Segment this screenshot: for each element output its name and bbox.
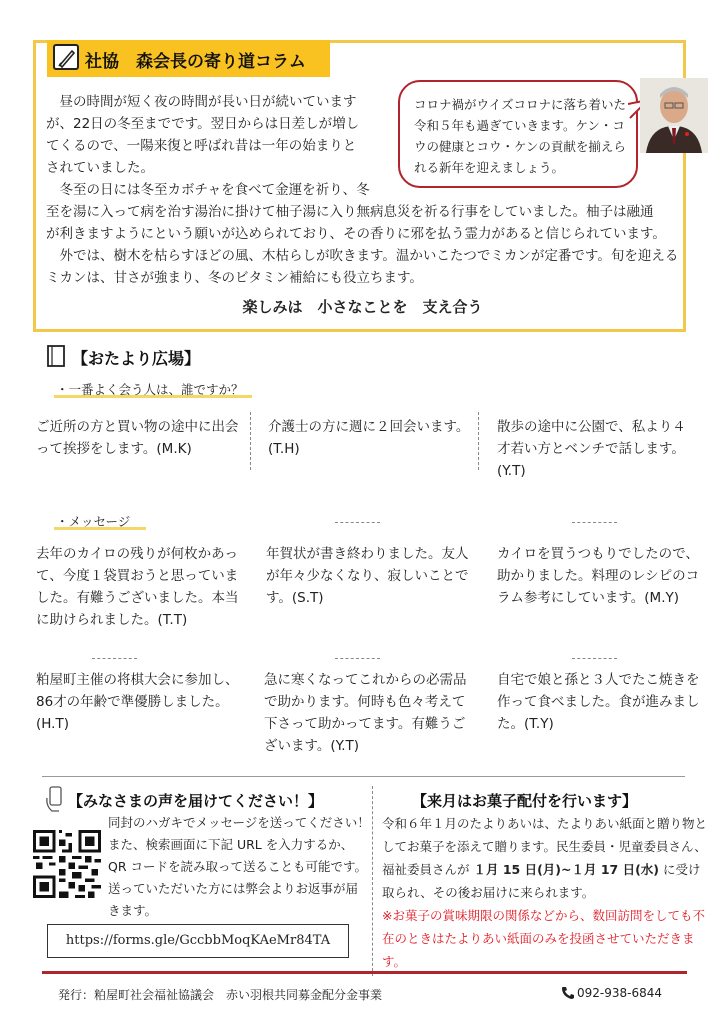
post-divider [250, 412, 251, 470]
speech-bubble [398, 80, 638, 188]
sweets-note: ※お菓子の賞味期限の関係などから、数回訪問をしても不在のときはたよりあい紙面のみを投函させていただきます。 [382, 908, 705, 969]
post-item: 急に寒くなってこれからの必需品で助かります。何時も色々考えて下さって助かってます。有難うございます。(Y.T) [264, 672, 467, 754]
column-text-line: てくるので、一陽来復と呼ばれ昔は一年の始まりと [46, 138, 357, 154]
pen-paper-icon [53, 44, 79, 70]
post-divider [335, 658, 380, 659]
column-text-line: 冬至の日には冬至カボチャを食べて金運を祈り、冬 [46, 182, 370, 198]
column-text-line: されていました。 [46, 160, 154, 176]
post-item: 去年のカイロの残りが何枚かあって、今度１袋買おうと思っていました。有難うございました。本当に助けられました。(T.T) [36, 546, 239, 628]
question-label: ・メッセージ [56, 514, 131, 529]
column-title: 社協 森会長の寄り道コラム [85, 52, 306, 72]
otayori-title: 【おたより広場】 [72, 349, 201, 368]
qr-code[interactable] [33, 830, 101, 898]
post-divider [572, 658, 617, 659]
post-item: カイロを買うつもりでしたので、助かりました。料理のレシピのコラム参考にしています。(M.Y) [497, 546, 700, 606]
footer-publisher: 発行：粕屋町社会福祉協議会 赤い羽根共同募金配分金事業 [58, 988, 383, 1002]
delivery-dates: １月 15 日(月)~１月 17 日(水) [473, 862, 660, 877]
chairman-portrait [640, 78, 708, 153]
sweets-body [382, 812, 712, 904]
sweets-title: 【来月はお菓子配付を行います】 [412, 792, 638, 810]
column-header [47, 40, 330, 77]
speech-bubble-text: コロナ禍がウイズコロナに落ち着いた令和５年も過ぎていきます。ケン・コウの健康とコウ・ケンの貢献を揃えられる新年を迎えましょう。 [414, 97, 627, 175]
section-divider [372, 786, 373, 976]
post-item: 年賀状が書き終わりました。友人が年々少なくなり、寂しいことです。(S.T) [266, 546, 469, 606]
post-divider [478, 412, 479, 470]
footer-phone[interactable]: 092-938-6844 [577, 986, 663, 1000]
column-text-line: が利きますようにという願いが込められており、その香りに邪を払う霊力があると信じられています。 [46, 226, 666, 242]
post-divider [335, 522, 380, 523]
post-item: 散歩の途中に公園で、私より４才若い方とベンチで話します。(Y.T) [497, 419, 686, 479]
voice-title: 【みなさまの声を届けてください！】 [68, 792, 324, 810]
section-divider [42, 776, 685, 777]
footer-bar [42, 971, 687, 974]
post-item: 粕屋町主催の将棋大会に参加し、86才の年齢で準優勝しました。(H.T) [36, 672, 239, 732]
post-divider [92, 658, 137, 659]
notepad-icon [46, 344, 66, 368]
column-text-line: が、22日の冬至までです。翌日からは日差しが増し [46, 116, 360, 132]
post-item: 自宅で娘と孫と３人でたこ焼きを作って食べました。食が進みました。(T.Y) [497, 672, 700, 732]
survey-url[interactable]: https://forms.gle/GccbbMoqKAeMr84TA [47, 924, 349, 958]
question-label: ・一番よく会う人は、誰ですか？ [56, 382, 244, 397]
post-divider [572, 522, 617, 523]
column-text-line: ミカンは、甘さが強まり、冬のビタミン補給にも役立ちます。 [46, 270, 423, 286]
phone-hand-icon [44, 786, 66, 812]
column-text-line: 昼の時間が短く夜の時間が長い日が続いています [46, 94, 357, 110]
column-motto: 楽しみは 小さなことを 支え合う [242, 298, 483, 316]
sweets-body-text: 令和６年１月のたよりあいは、たよりあい紙面と贈り物としてお菓子を添えて贈ります。民生委員・児童委員さん、福祉委員さんが [382, 816, 708, 877]
voice-body: 同封のハガキでメッセージを送ってください！また、検索画面に下記 URL を入力するか、QR コードを読み取って送ることも可能です。送っていただいた方には弊会よりお返事が届きます。 [108, 815, 370, 918]
post-item: 介護士の方に週に２回会います。(T.H) [268, 419, 470, 457]
sweets-body-text: に受け取られ、その後お届けに来られます。 [382, 862, 701, 900]
column-text-line: 外では、樹木を枯らすほどの風、木枯らしが吹きます。温かいこたつでミカンが定番です。旬を迎える [46, 248, 679, 264]
phone-icon [561, 986, 575, 1000]
post-item: ご近所の方と買い物の途中に出会って挨拶をします。(M.K) [36, 419, 239, 457]
column-text-line: 至を湯に入って病を治す湯治に掛けて柚子湯に入り無病息災を祈る行事をしていました。柚子は融通 [46, 204, 654, 220]
